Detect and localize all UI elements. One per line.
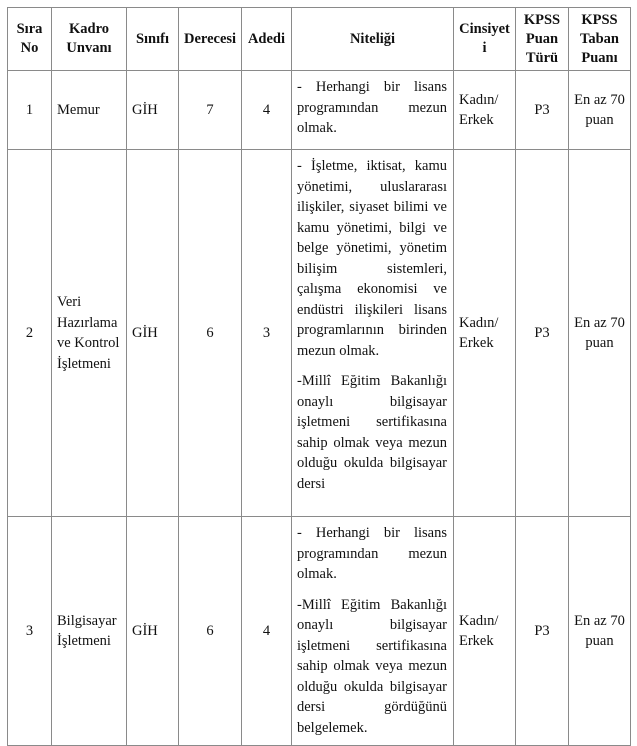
cell-nitelik xyxy=(292,150,454,517)
cell-sinif: GİH xyxy=(127,150,179,517)
cell-unvan: Bilgisayar İşletmeni xyxy=(52,517,127,746)
header-kpss-taban-puani: KPSS Taban Puanı xyxy=(569,8,631,71)
nitelik-paragraph: - Herhangi bir lisans programından mezun olmak. xyxy=(297,79,447,136)
cell-adet: 4 xyxy=(242,517,292,746)
cell-taban-puan: En az 70 puan xyxy=(569,517,631,746)
cell-puan-turu: P3 xyxy=(516,150,569,517)
cell-cinsiyet: Kadın/ Erkek xyxy=(454,71,516,150)
cell-cinsiyet: Kadın/ Erkek xyxy=(454,517,516,746)
nitelik-paragraph: - İşletme, iktisat, kamu yönetimi, uluslararası ilişkiler, siyaset bilimi ve kamu yönetimi, bilgi ve belge yönetimi, yönetim bilişim sistemleri, çalışma ekonomisi ve endüstri ilişkileri lisans programlarının birinden mezun olmak. xyxy=(297,158,447,359)
cell-nitelik xyxy=(292,517,454,746)
cell-puan-turu: P3 xyxy=(516,517,569,746)
header-niteligi: Niteliği xyxy=(292,8,454,71)
header-kadro-unvani: Kadro Unvanı xyxy=(52,8,127,71)
cell-adet: 4 xyxy=(242,71,292,150)
cell-sinif: GİH xyxy=(127,517,179,746)
header-sinifi: Sınıfı xyxy=(127,8,179,71)
nitelik-paragraph: -Millî Eğitim Bakanlığı onaylı bilgisayar işletmeni sertifikasına sahip olmak veya mezun olduğu okulda bilgisayar dersi xyxy=(297,373,447,492)
cell-taban-puan: En az 70 puan xyxy=(569,150,631,517)
cell-unvan: Memur xyxy=(52,71,127,150)
cell-nitelik xyxy=(292,71,454,150)
header-sira-no: Sıra No xyxy=(8,8,52,71)
kadro-table xyxy=(7,7,631,746)
nitelik-paragraph: - Herhangi bir lisans programından mezun olmak. xyxy=(297,525,447,582)
cell-derece: 6 xyxy=(179,150,242,517)
cell-cinsiyet: Kadın/ Erkek xyxy=(454,150,516,517)
nitelik-paragraph: -Millî Eğitim Bakanlığı onaylı bilgisayar işletmeni sertifikasına sahip olmak veya mezun olduğu okulda bilgisayar dersi gördüğünü belgelemek. xyxy=(297,596,447,736)
cell-sira: 3 xyxy=(8,517,52,746)
header-kpss-puan-turu: KPSS Puan Türü xyxy=(516,8,569,71)
cell-derece: 6 xyxy=(179,517,242,746)
cell-puan-turu: P3 xyxy=(516,71,569,150)
cell-sinif: GİH xyxy=(127,71,179,150)
table-row xyxy=(8,150,631,517)
header-row xyxy=(8,8,631,71)
cell-adet: 3 xyxy=(242,150,292,517)
cell-sira: 1 xyxy=(8,71,52,150)
header-adedi: Adedi xyxy=(242,8,292,71)
table-row xyxy=(8,71,631,150)
cell-sira: 2 xyxy=(8,150,52,517)
cell-unvan: Veri Hazırlama ve Kontrol İşletmeni xyxy=(52,150,127,517)
header-derecesi: Derecesi xyxy=(179,8,242,71)
table-row xyxy=(8,517,631,746)
cell-derece: 7 xyxy=(179,71,242,150)
cell-taban-puan: En az 70 puan xyxy=(569,71,631,150)
header-cinsiyeti: Cinsiyeti xyxy=(454,8,516,71)
